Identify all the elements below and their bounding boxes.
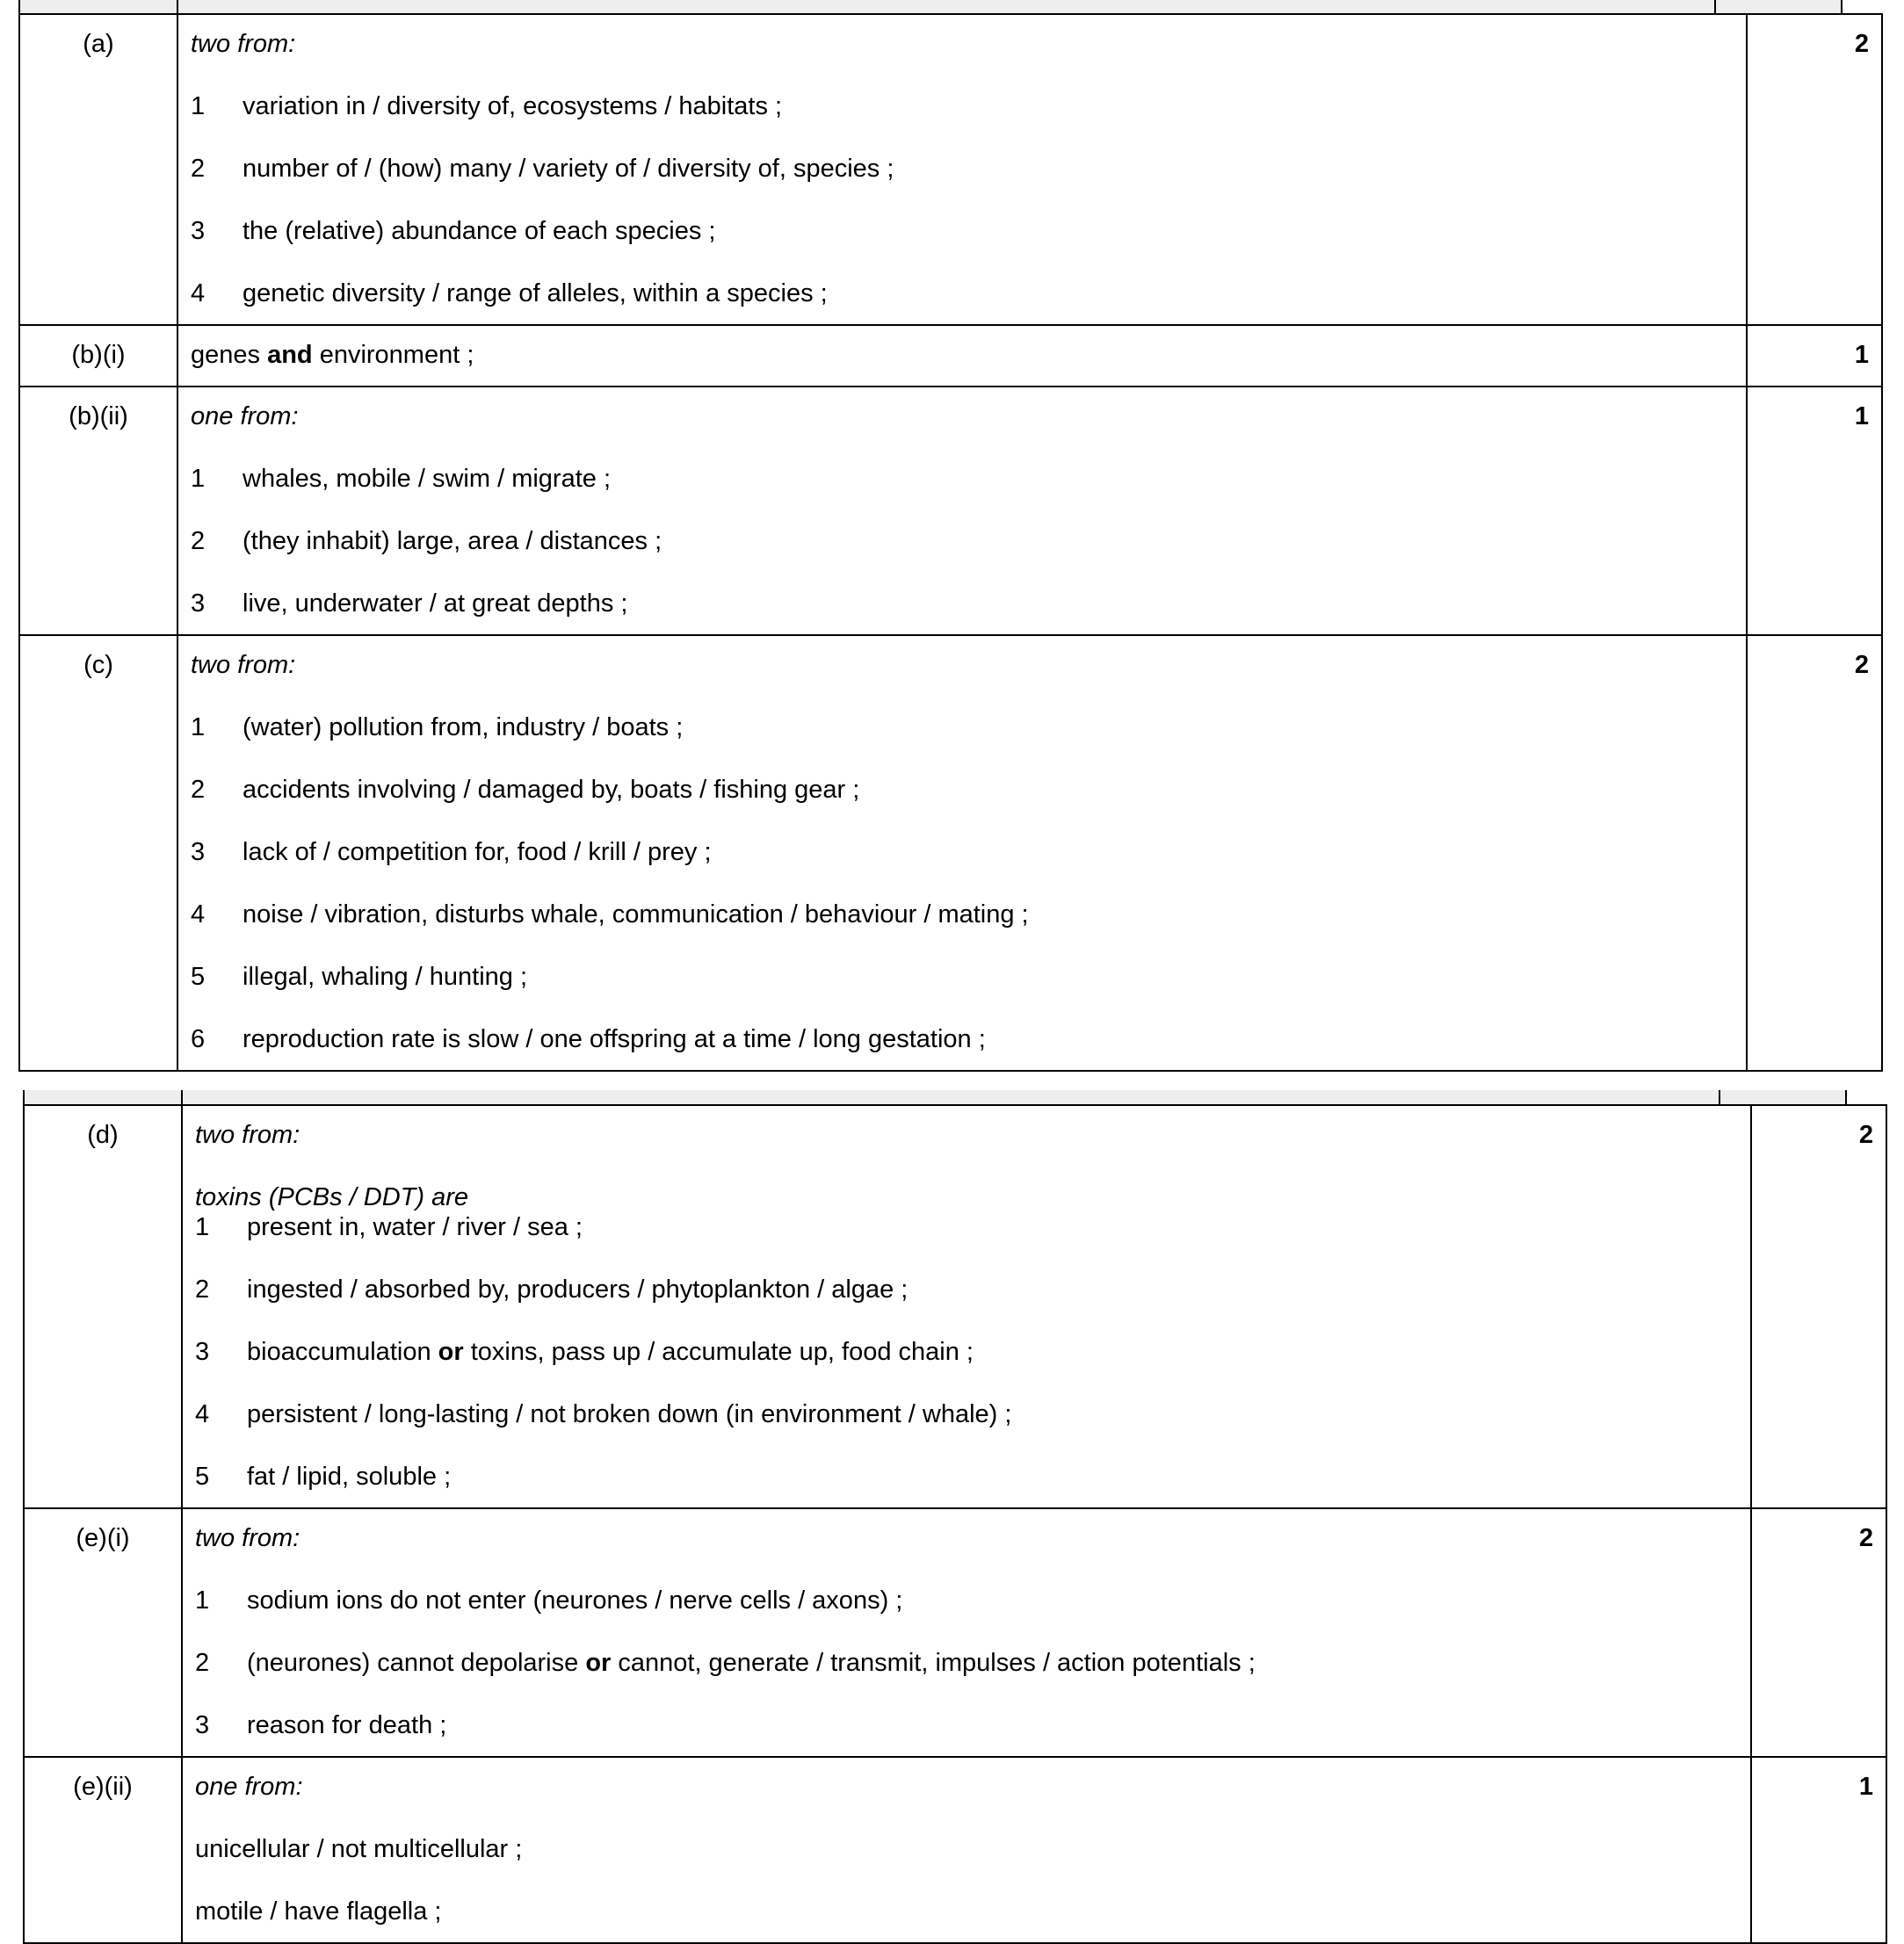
point-number: 2 [191,776,206,804]
answer-intro: one from: [191,402,299,430]
point-number: 2 [191,527,206,555]
list-item [191,1024,1734,1054]
marks-value: 2 [1751,1105,1886,1508]
point-text: noise / vibration, disturbs whale, communication / behaviour / mating ; [243,900,1029,929]
question-number: (e)(i) [24,1508,182,1757]
column-divider [1714,0,1716,14]
answer-text-part: genes [191,341,268,369]
point-number: 4 [195,1400,210,1428]
question-number: (d) [24,1105,182,1508]
point-text-part: bioaccumulation [247,1338,438,1366]
question-number: (a) [19,14,177,325]
list-item [195,1648,1738,1678]
point-number: 1 [191,92,206,120]
answer-cell [177,14,1747,325]
point-connective: or [585,1649,612,1677]
point-number: 2 [195,1649,210,1677]
answer-line: unicellular / not multicellular ; [195,1835,523,1863]
table-row [19,387,1882,635]
list-item [191,216,1734,246]
list-item [191,91,1734,121]
answer-text-part: environment ; [312,341,474,369]
point-number: 5 [195,1463,210,1491]
list-item [195,1212,1738,1242]
point-number: 3 [195,1338,210,1366]
answer-sub-intro: toxins (PCBs / DDT) are [195,1183,468,1211]
point-number: 2 [195,1276,210,1304]
point-number: 1 [195,1213,210,1241]
table-row [19,635,1882,1071]
marks-value: 1 [1747,325,1882,387]
point-text: present in, water / river / sea ; [247,1213,583,1241]
point-text: (they inhabit) large, area / distances ; [243,527,662,555]
answer-intro: two from: [191,30,296,58]
list-item [191,278,1734,308]
point-number: 1 [195,1586,210,1615]
answer-cell [182,1508,1751,1757]
point-number: 6 [191,1025,206,1053]
point-text [247,1648,1256,1678]
table-row [19,14,1882,325]
answer-connective: and [267,341,313,369]
answer-cell [182,1105,1751,1508]
mark-scheme-table [23,1104,1887,1944]
list-item [191,900,1734,929]
point-text: reason for death ; [247,1711,447,1739]
point-text: whales, mobile / swim / migrate ; [243,465,612,493]
list-item [195,1399,1738,1429]
point-text: ingested / absorbed by, producers / phytoplankton / algae ; [247,1276,909,1304]
point-number: 2 [191,155,206,183]
table-header-strip [18,0,1842,14]
point-number: 3 [191,838,206,866]
list-item [195,1710,1738,1740]
answer-cell [177,635,1747,1071]
point-number: 3 [191,217,206,245]
point-number: 3 [191,589,206,618]
answer-intro: two from: [191,651,296,679]
marks-value: 2 [1751,1508,1886,1757]
list-item [191,775,1734,805]
point-number: 3 [195,1711,210,1739]
question-number: (b)(i) [19,325,177,387]
point-text-part: toxins, pass up / accumulate up, food chain ; [463,1338,974,1366]
point-number: 1 [191,465,206,493]
point-connective: or [438,1338,464,1366]
column-divider [181,1090,183,1104]
table-row [19,325,1882,387]
list-item [191,589,1734,618]
point-text [247,1337,974,1367]
point-text: number of / (how) many / variety of / diversity of, species ; [243,155,894,183]
marks-value: 2 [1747,14,1882,325]
column-divider [1719,1090,1720,1104]
list-item [195,1275,1738,1304]
list-item [191,962,1734,992]
list-item [191,526,1734,556]
question-number: (b)(ii) [19,387,177,635]
point-text: fat / lipid, soluble ; [247,1463,452,1491]
point-text: illegal, whaling / hunting ; [243,963,528,991]
answer-intro: two from: [195,1121,300,1149]
point-text-part: cannot, generate / transmit, impulses / action potentials ; [611,1649,1256,1677]
point-number: 4 [191,900,206,929]
point-text: genetic diversity / range of alleles, within a species ; [243,279,828,307]
point-text: accidents involving / damaged by, boats / fishing gear ; [243,776,860,804]
marks-value: 1 [1751,1757,1886,1943]
point-number: 4 [191,279,206,307]
table-header-strip [23,1090,1847,1104]
point-text: lack of / competition for, food / krill / prey ; [243,838,712,866]
table-row [24,1105,1886,1508]
answer-cell [177,387,1747,635]
marks-value: 1 [1747,387,1882,635]
list-item [191,712,1734,742]
point-text: persistent / long-lasting / not broken down (in environment / whale) ; [247,1400,1012,1428]
question-number: (e)(ii) [24,1757,182,1943]
list-item [191,154,1734,184]
list-item [195,1586,1738,1615]
answer-cell [177,325,1747,387]
answer-text [191,340,1734,370]
point-text: (water) pollution from, industry / boats ; [243,713,684,741]
point-text: sodium ions do not enter (neurones / nerve cells / axons) ; [247,1586,903,1615]
column-divider [177,0,178,14]
point-text: reproduction rate is slow / one offspring at a time / long gestation ; [243,1025,986,1053]
point-text: live, underwater / at great depths ; [243,589,628,618]
answer-cell [182,1757,1751,1943]
list-item [191,464,1734,494]
table-row [24,1757,1886,1943]
point-number: 1 [191,713,206,741]
list-item [195,1462,1738,1492]
mark-scheme-table [18,13,1883,1072]
answer-intro: one from: [195,1773,303,1801]
point-number: 5 [191,963,206,991]
marks-value: 2 [1747,635,1882,1071]
list-item [195,1337,1738,1367]
table-row [24,1508,1886,1757]
point-text: the (relative) abundance of each species ; [243,217,716,245]
point-text-part: (neurones) cannot depolarise [247,1649,586,1677]
point-text: variation in / diversity of, ecosystems / habitats ; [243,92,783,120]
list-item [191,837,1734,867]
answer-line: motile / have flagella ; [195,1897,442,1926]
answer-intro: two from: [195,1524,300,1552]
question-number: (c) [19,635,177,1071]
